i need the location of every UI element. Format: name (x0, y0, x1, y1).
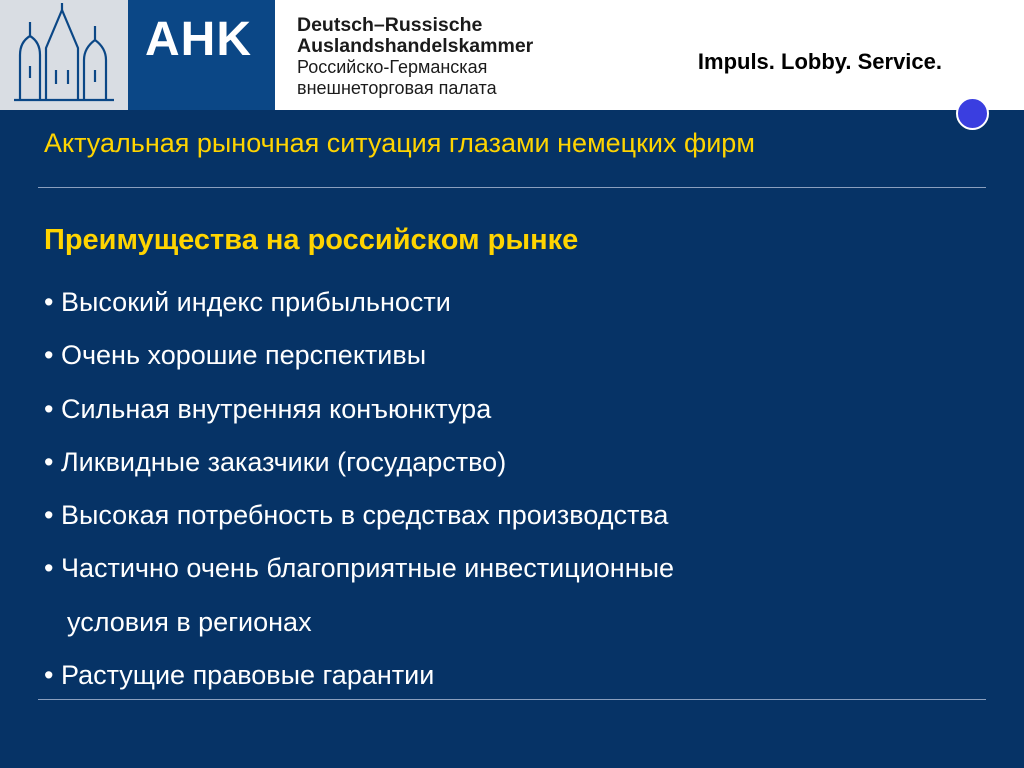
organization-name (297, 15, 533, 99)
list-item: • Растущие правовые гарантии (44, 660, 435, 691)
advantages-list (44, 282, 674, 708)
list-item-continuation: условия в регионах (67, 606, 312, 637)
divider (38, 187, 986, 188)
list-item: • Высокий индекс прибыльности (44, 287, 451, 317)
org-name-de-line1: Deutsch–Russische (297, 14, 483, 36)
divider (38, 699, 986, 700)
slogan: Impuls. Lobby. Service. (697, 49, 942, 74)
circle-bullet-icon (956, 97, 989, 130)
list-item: • Высокая потребность в средствах производства (44, 500, 669, 531)
list-item: • Очень хорошие перспективы (44, 340, 427, 371)
list-item: • Сильная внутренняя конъюнктура (44, 393, 492, 424)
org-name-de-line2: Auslandshandelskammer (297, 35, 534, 57)
slide-subtitle: Преимущества на российском рынке (44, 224, 579, 256)
ahk-logo (0, 0, 275, 110)
list-item: • Ликвидные заказчики (государство) (44, 446, 507, 477)
slide-title: Актуальная рыночная ситуация глазами немецких фирм (44, 128, 755, 158)
org-name-ru-line1: Российско-Германская (297, 57, 488, 77)
org-name-ru-line2: внешнеторговая палата (297, 78, 497, 98)
kremlin-icon (0, 0, 128, 110)
ahk-logo-text: AHK (145, 13, 252, 66)
list-item: • Частично очень благоприятные инвестиционные (44, 553, 675, 584)
header (0, 0, 1024, 110)
